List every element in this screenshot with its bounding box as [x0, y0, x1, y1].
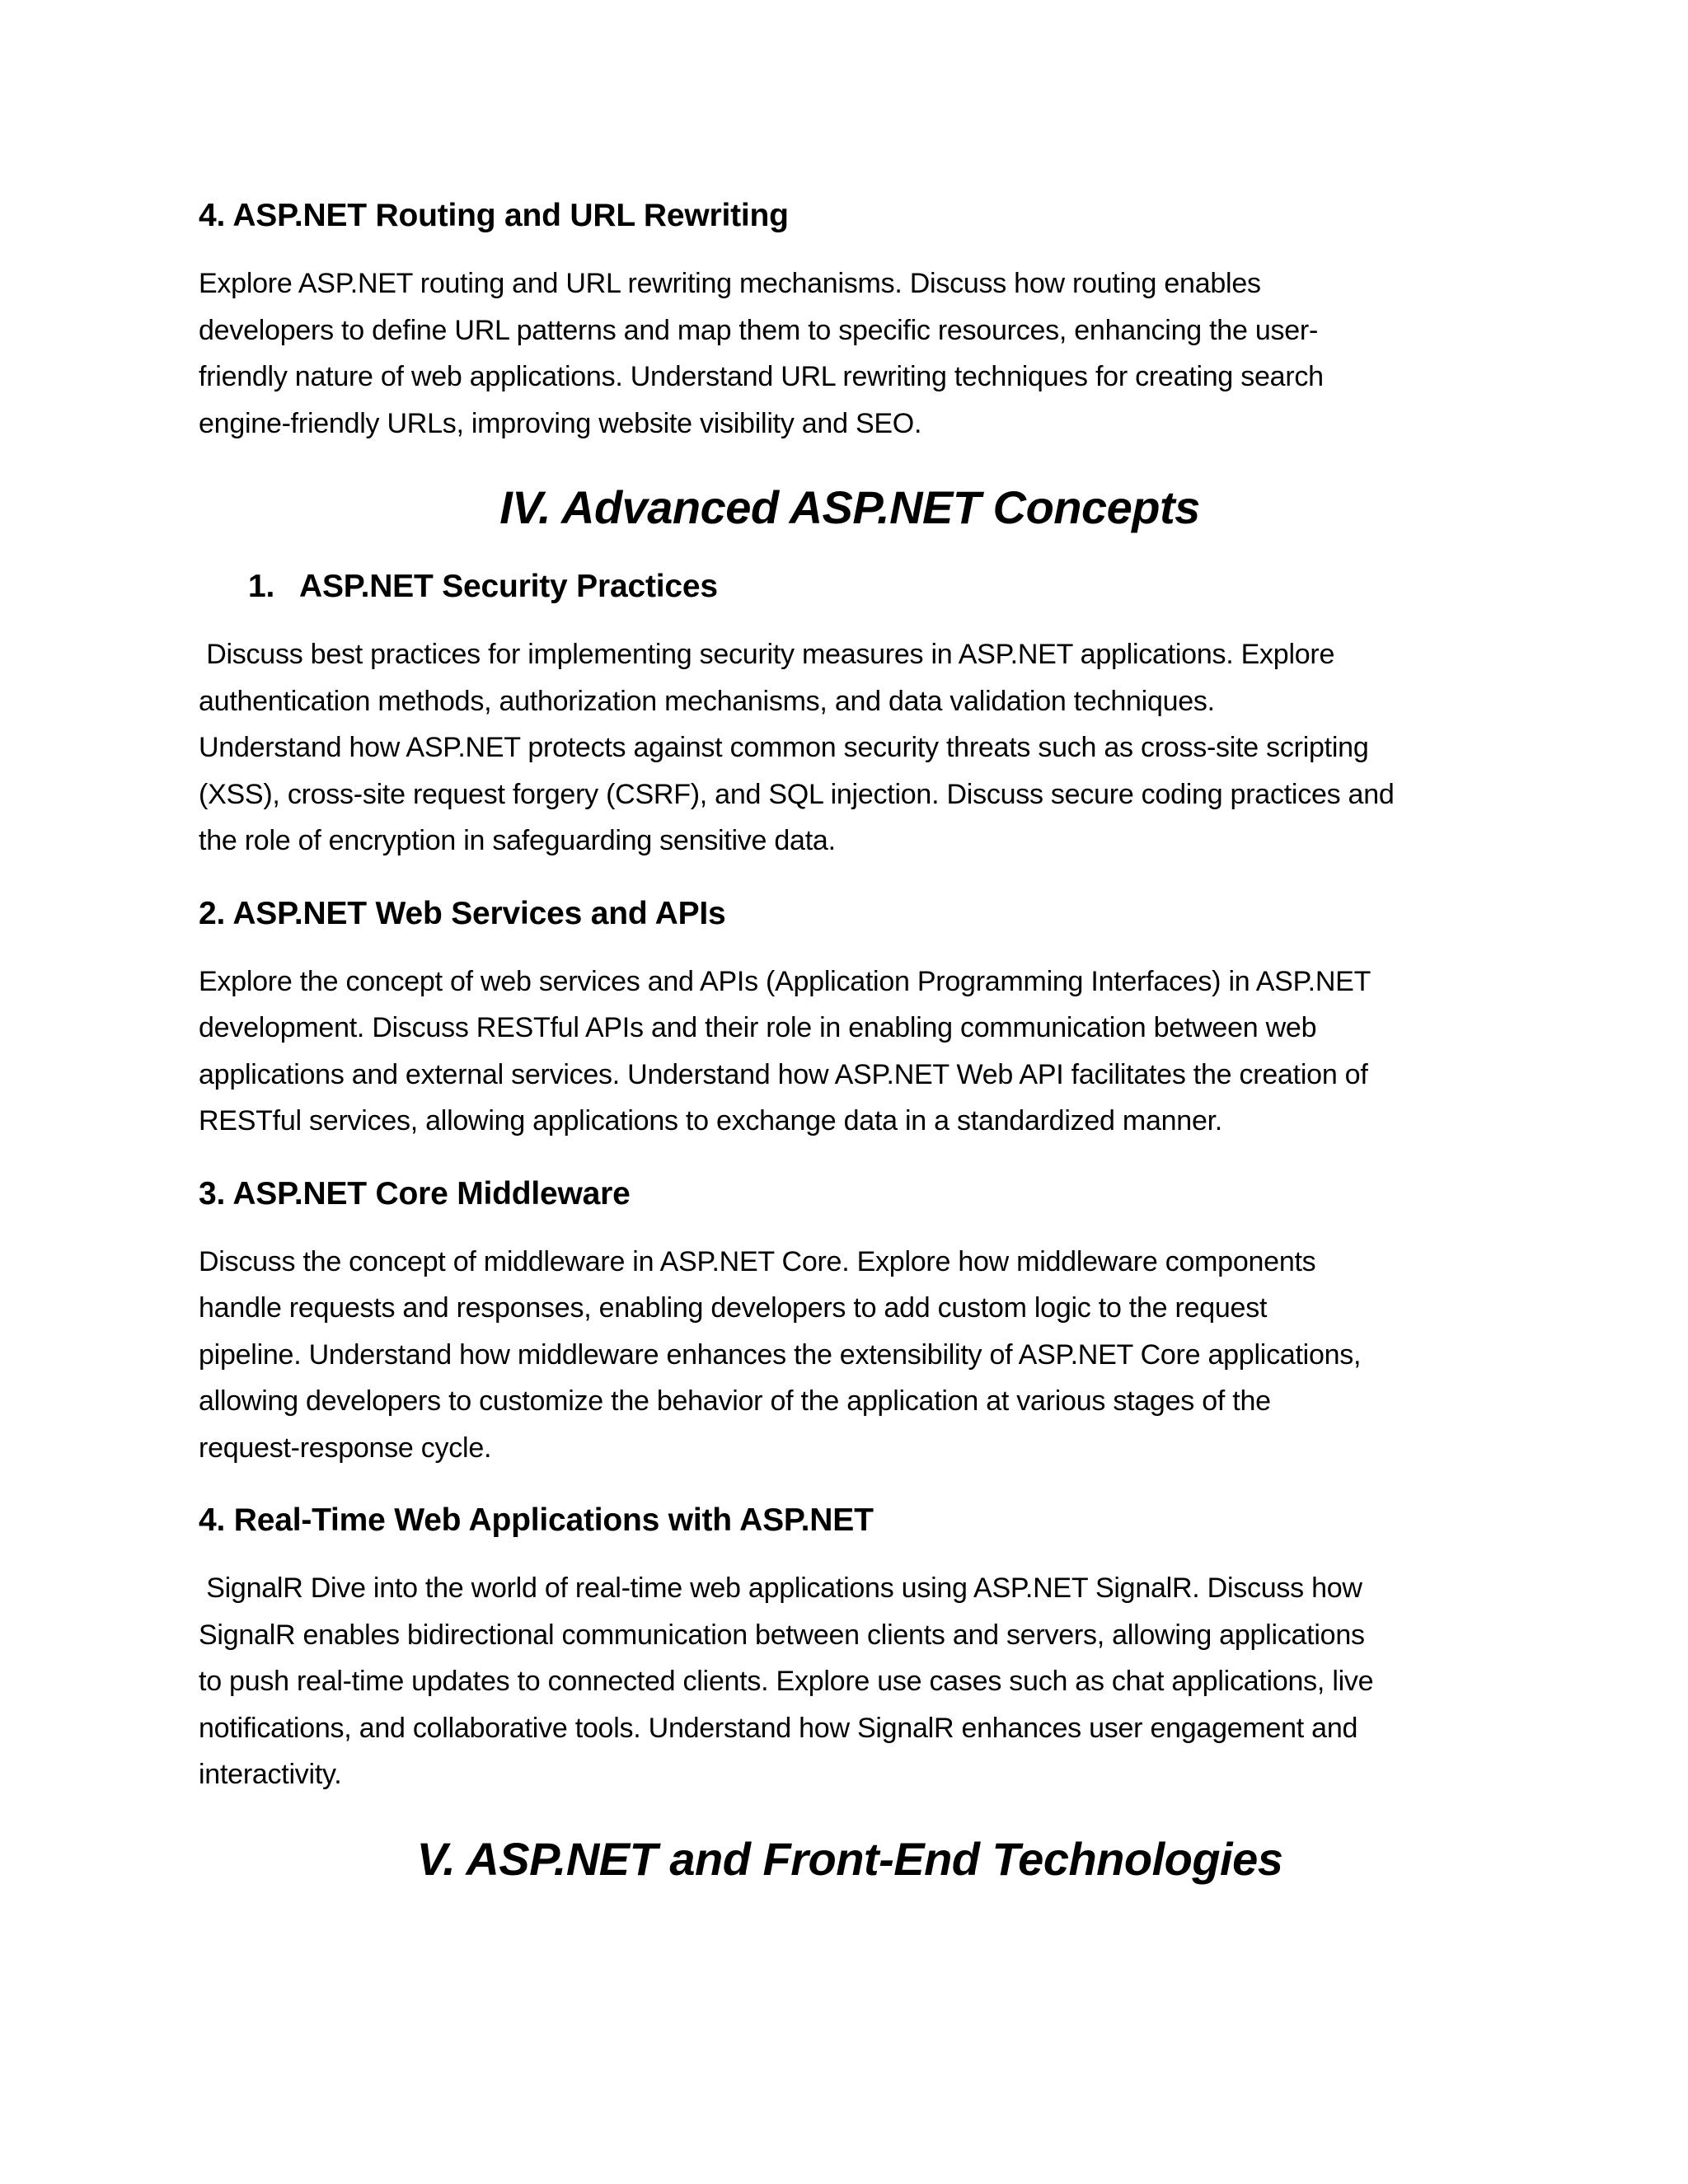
paragraph-line: (XSS), cross-site request forgery (CSRF), and SQL injection. Discuss secure coding practices and — [199, 778, 1395, 810]
webservices-paragraph — [199, 958, 1501, 1145]
paragraph-line: RESTful services, allowing applications to exchange data in a standardized manner. — [199, 1105, 1222, 1137]
paragraph-line: Explore the concept of web services and APIs (Application Programming Interfaces) in ASP.NET — [199, 965, 1372, 997]
paragraph-line: Explore ASP.NET routing and URL rewriting mechanisms. Discuss how routing enables — [199, 268, 1261, 299]
paragraph-line: the role of encryption in safeguarding sensitive data. — [199, 825, 836, 856]
realtime-heading: 4. Real-Time Web Applications with ASP.NET — [199, 1502, 874, 1538]
paragraph-line: SignalR enables bidirectional communication between clients and servers, allowing applications — [199, 1619, 1365, 1651]
paragraph-line: Discuss the concept of middleware in ASP.NET Core. Explore how middleware components — [199, 1245, 1316, 1277]
paragraph-line: engine-friendly URLs, improving website visibility and SEO. — [199, 407, 922, 439]
realtime-paragraph — [199, 1565, 1501, 1798]
routing-heading: 4. ASP.NET Routing and URL Rewriting — [199, 198, 789, 233]
paragraph-line: request-response cycle. — [199, 1432, 492, 1464]
paragraph-line: Understand how ASP.NET protects against common security threats such as cross-site scripting — [199, 732, 1369, 763]
paragraph-line: interactivity. — [199, 1759, 342, 1790]
page-content — [199, 196, 1501, 1887]
advanced-concepts-title: IV. Advanced ASP.NET Concepts — [499, 481, 1200, 533]
paragraph-line: authentication methods, authorization mechanisms, and data validation techniques. — [199, 685, 1215, 717]
paragraph-line: applications and external services. Understand how ASP.NET Web API facilitates the creation of — [199, 1058, 1368, 1090]
paragraph-line: notifications, and collaborative tools. Understand how SignalR enhances user engagement and — [199, 1712, 1358, 1744]
paragraph-line: developers to define URL patterns and map them to specific resources, enhancing the user- — [199, 314, 1319, 346]
paragraph-line: friendly nature of web applications. Understand URL rewriting techniques for creating search — [199, 361, 1324, 392]
middleware-heading: 3. ASP.NET Core Middleware — [199, 1175, 631, 1212]
security-paragraph — [199, 631, 1501, 865]
security-heading — [199, 567, 1501, 607]
frontend-technologies-title: V. ASP.NET and Front-End Technologies — [416, 1832, 1283, 1885]
paragraph-line: pipeline. Understand how middleware enhances the extensibility of ASP.NET Core applications, — [199, 1338, 1362, 1371]
security-heading-number: 1. — [248, 569, 275, 604]
paragraph-line: Discuss best practices for implementing security measures in ASP.NET applications. Explore — [199, 639, 1335, 670]
paragraph-line: development. Discuss RESTful APIs and their role in enabling communication between web — [199, 1012, 1317, 1043]
paragraph-line: handle requests and responses, enabling developers to add custom logic to the request — [199, 1292, 1268, 1324]
webservices-heading: 2. ASP.NET Web Services and APIs — [199, 895, 726, 931]
paragraph-line: allowing developers to customize the behavior of the application at various stages of the — [199, 1385, 1271, 1417]
paragraph-line: SignalR Dive into the world of real-time web applications using ASP.NET SignalR. Discuss how — [199, 1572, 1362, 1604]
routing-paragraph — [199, 260, 1501, 447]
middleware-paragraph — [199, 1239, 1501, 1472]
security-heading-text: ASP.NET Security Practices — [299, 569, 718, 604]
paragraph-line: to push real-time updates to connected clients. Explore use cases such as chat applications, live — [199, 1666, 1374, 1697]
